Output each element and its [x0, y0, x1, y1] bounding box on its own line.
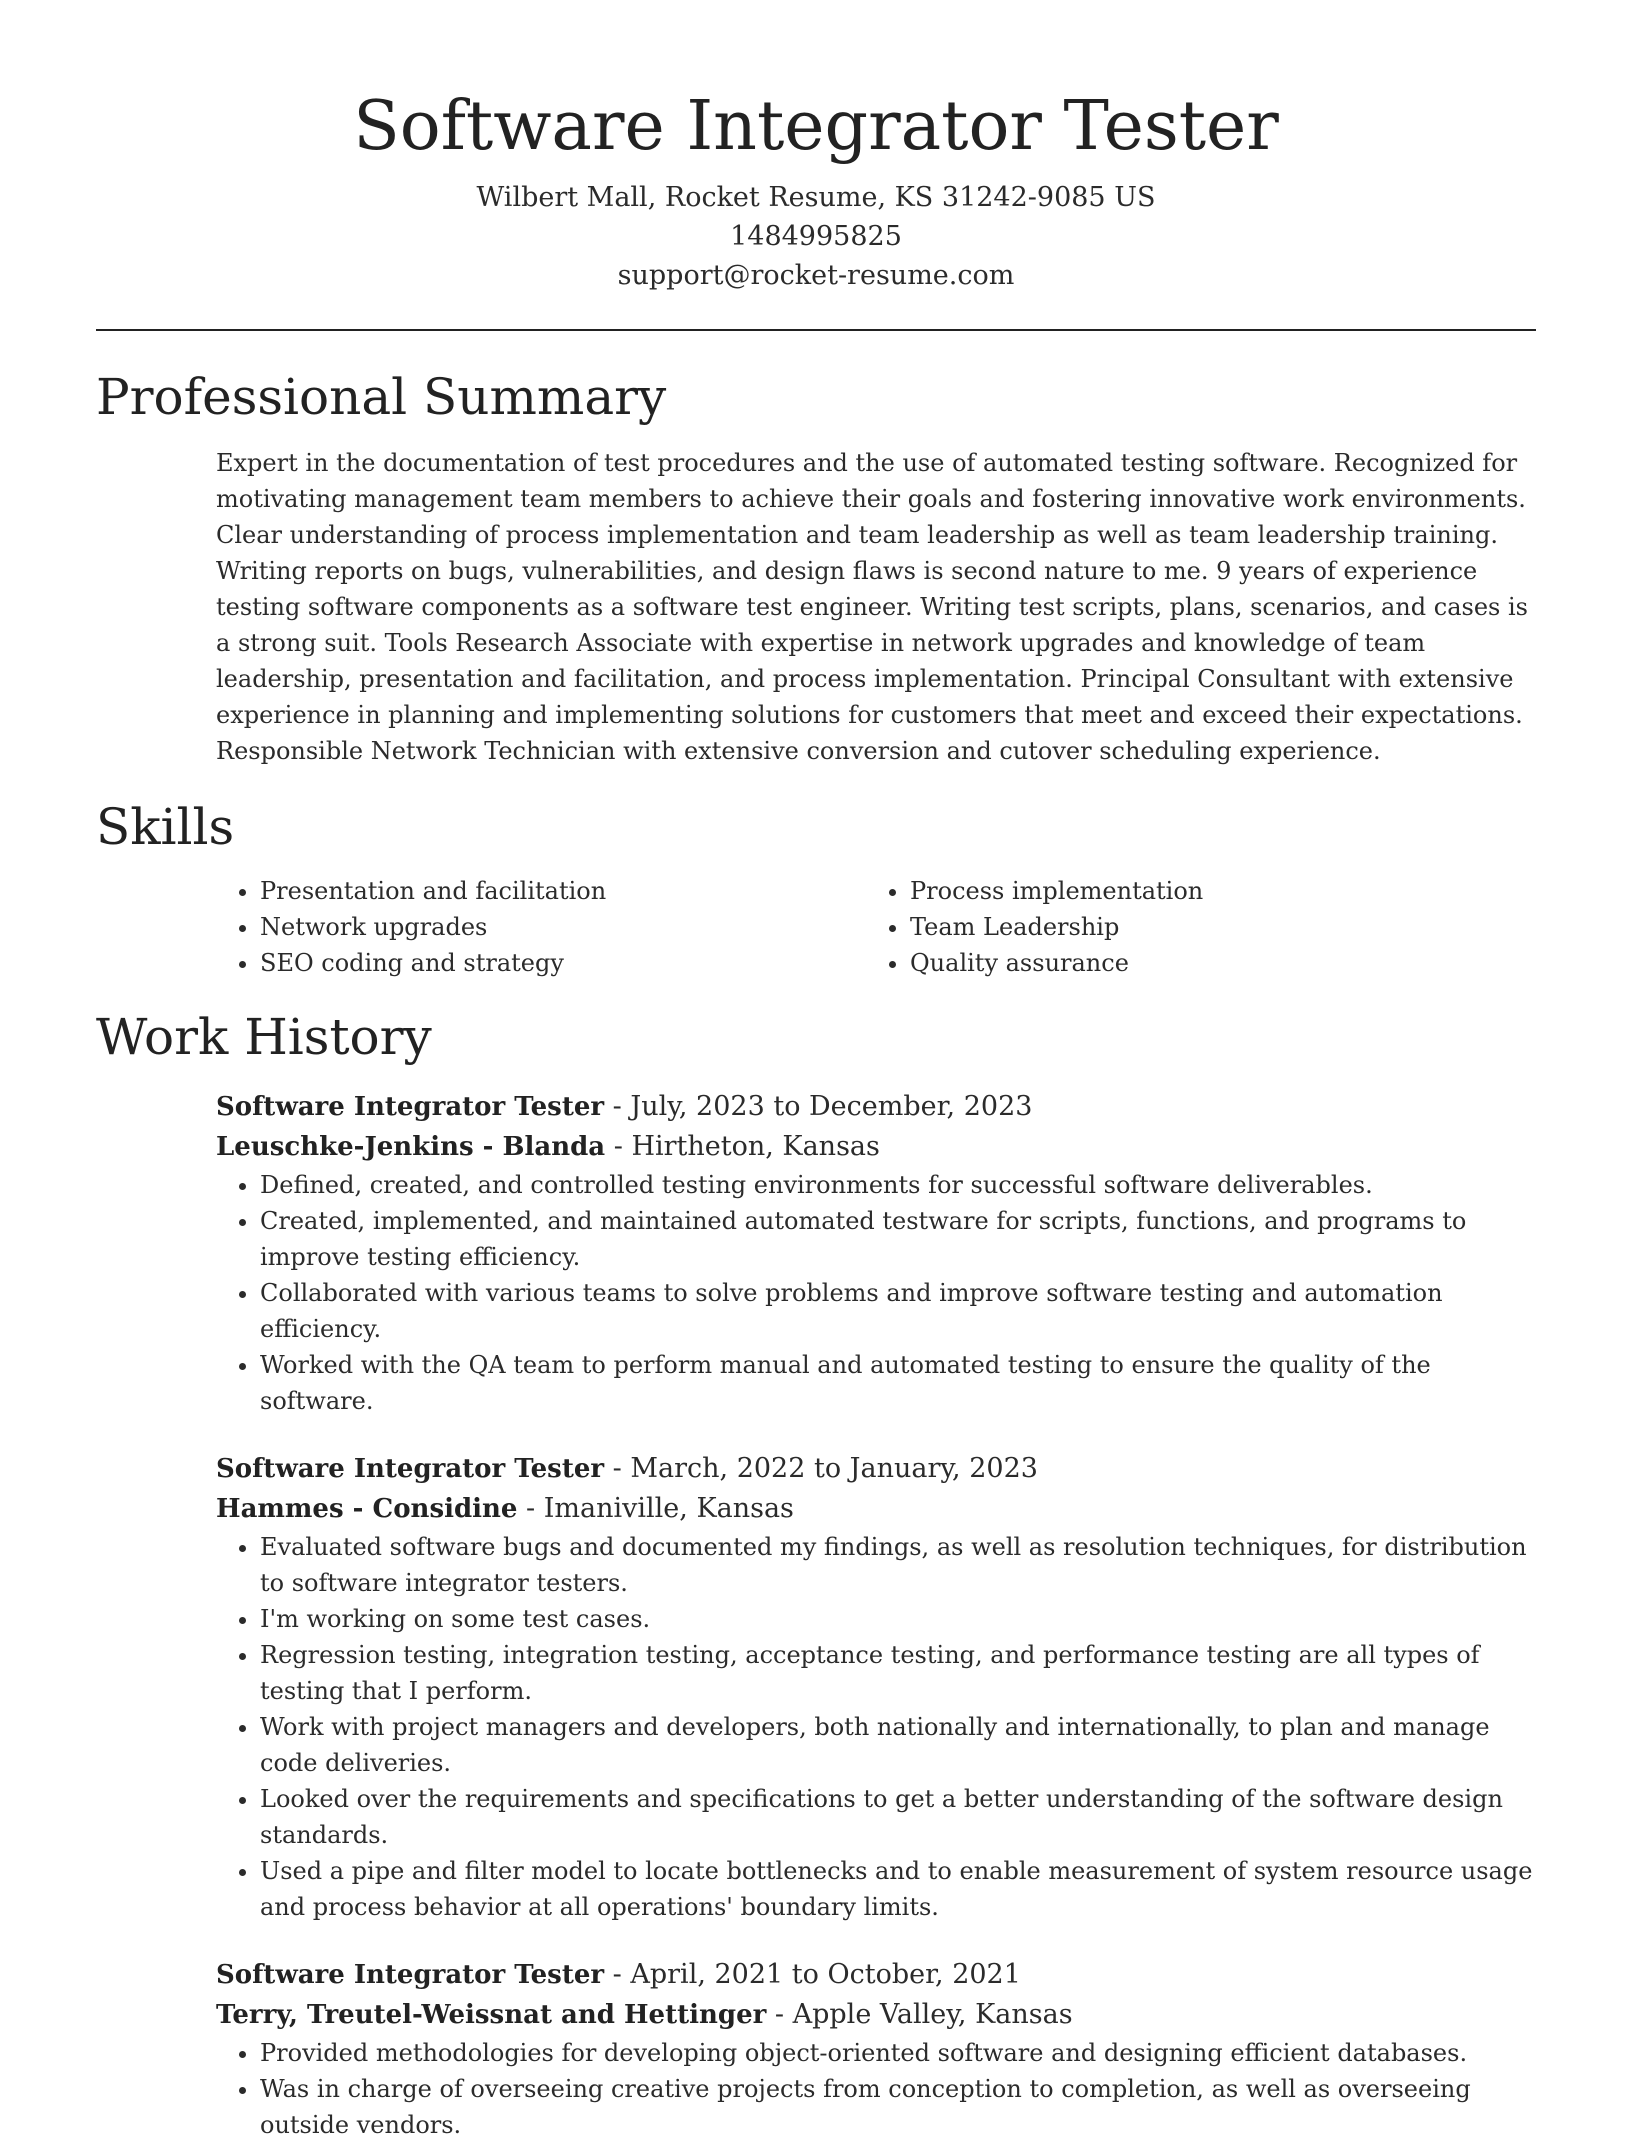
work-history-heading: Work History: [96, 1008, 432, 1066]
job-location: - Apple Valley, Kansas: [766, 1999, 1073, 2030]
job-location: - Imaniville, Kansas: [517, 1493, 794, 1524]
contact-address: Wilbert Mall, Rocket Resume, KS 31242-9085 US: [476, 182, 1156, 213]
skills-list-left: [216, 873, 866, 981]
job-bullets: [216, 1167, 1538, 1419]
skills-list-right: [866, 873, 1516, 981]
contact-email: support@rocket-resume.com: [617, 260, 1015, 291]
job-bullet: • Used a pipe and filter model to locate bottlenecks and to enable measurement of system resource usage and process behavior at all operations' boundary limits.: [260, 1853, 1538, 1925]
skills-grid: [216, 873, 1538, 981]
job-bullets: [216, 1529, 1538, 1925]
summary-heading: Professional Summary: [96, 368, 667, 426]
job-bullet: • Was in charge of overseeing creative projects from conception to completion, as well as overseeing outside vendors.: [260, 2071, 1538, 2143]
job-company-line: [216, 1995, 1538, 2035]
skills-heading: Skills: [96, 798, 235, 856]
job-location: - Hirtheton, Kansas: [605, 1131, 880, 1162]
skill-item: • Team Leadership: [910, 909, 1516, 945]
job-bullet: • Regression testing, integration testing, acceptance testing, and performance testing are all types of testing that I perform.: [260, 1637, 1538, 1709]
job-bullet: • Work with project managers and developers, both nationally and internationally, to plan and manage code deliveries.: [260, 1709, 1538, 1781]
job-bullet: • Defined, created, and controlled testing environments for successful software deliverables.: [260, 1167, 1538, 1203]
job-title: Software Integrator Tester: [216, 1454, 605, 1484]
job-bullet: • Collaborated with various teams to solve problems and improve software testing and automation efficiency.: [260, 1275, 1538, 1347]
job-company: Terry, Treutel-Weissnat and Hettinger: [216, 2000, 767, 2030]
job-bullet: • Created, implemented, and maintained automated testware for scripts, functions, and programs to improve testing efficiency.: [260, 1203, 1538, 1275]
job-title-line: [216, 1955, 1538, 1995]
job-bullet: • Looked over the requirements and specifications to get a better understanding of the software design standards.: [260, 1781, 1538, 1853]
job-title-line: [216, 1449, 1538, 1489]
job-company: Hammes - Considine: [216, 1494, 518, 1524]
summary-text: Expert in the documentation of test procedures and the use of automated testing software. Recognized for motivating management team members to achieve their goals and fostering innovative work environments. Clear understanding of process implementation and team leadership as well as team leadership training. Writing reports on bugs, vulnerabilities, and design flaws is second nature to me. 9 years of experience testing software components as a software test engineer. Writing test scripts, plans, scenarios, and cases is a strong suit. Tools Research Associate with expertise in network upgrades and knowledge of team leadership, presentation and facilitation, and process implementation. Principal Consultant with extensive experience in planning and implementing solutions for customers that meet and exceed their expectations. Responsible Network Technician with extensive conversion and cutover scheduling experience.: [216, 449, 1528, 765]
job-company-line: [216, 1489, 1538, 1529]
job-company-line: [216, 1127, 1538, 1167]
job-bullet: • Worked with the QA team to perform manual and automated testing to ensure the quality of the software.: [260, 1347, 1538, 1419]
job-bullet: • Evaluated software bugs and documented my findings, as well as resolution techniques, for distribution to software integrator testers.: [260, 1529, 1538, 1601]
header-divider: [96, 329, 1536, 331]
job-dates: - March, 2022 to January, 2023: [604, 1453, 1038, 1484]
skill-item: • Process implementation: [910, 873, 1516, 909]
job-title: Software Integrator Tester: [216, 1092, 605, 1122]
skill-item: • Network upgrades: [260, 909, 866, 945]
job-bullet: • I'm working on some test cases.: [260, 1601, 1538, 1637]
job-entry: [216, 1449, 1538, 1925]
job-title: Software Integrator Tester: [216, 1960, 605, 1990]
resume-page: [96, 0, 1536, 2143]
job-dates: - April, 2021 to October, 2021: [604, 1959, 1021, 1990]
contact-block: [96, 178, 1536, 295]
resume-header: [96, 0, 1536, 295]
skill-item: • SEO coding and strategy: [260, 945, 866, 981]
job-dates: - July, 2023 to December, 2023: [604, 1091, 1033, 1122]
job-entry: [216, 1955, 1538, 2143]
skill-item: • Presentation and facilitation: [260, 873, 866, 909]
job-bullet: • Provided methodologies for developing object-oriented software and designing efficient databases.: [260, 2035, 1538, 2071]
skill-item: • Quality assurance: [910, 945, 1516, 981]
job-company: Leuschke-Jenkins - Blanda: [216, 1132, 606, 1162]
job-entry: [216, 1087, 1538, 1419]
contact-phone: 1484995825: [730, 221, 902, 252]
job-title-line: [216, 1087, 1538, 1127]
job-bullets: [216, 2035, 1538, 2143]
candidate-name: Software Integrator Tester: [353, 87, 1279, 166]
